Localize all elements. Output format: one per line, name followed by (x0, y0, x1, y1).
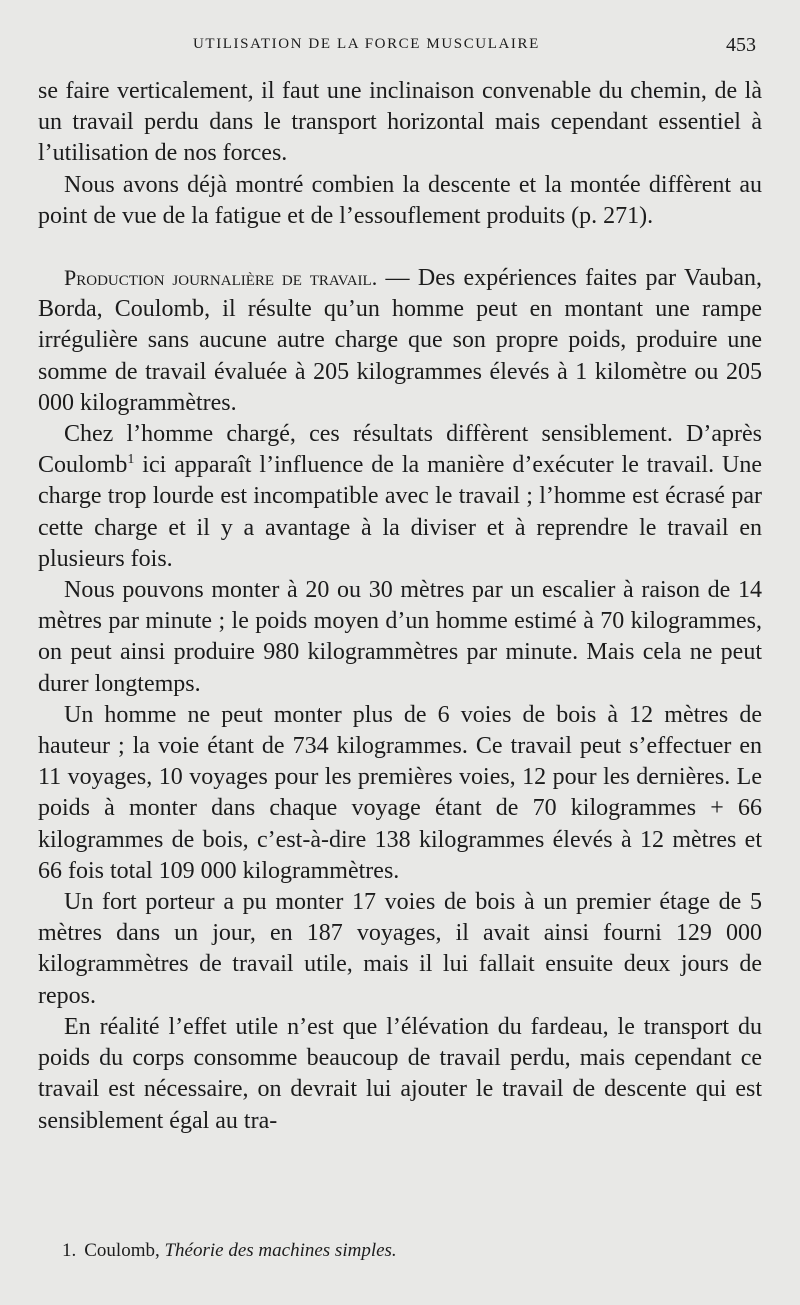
coulomb-text-part1: Chez l’homme chargé, ces résultats diffèrent sensiblement. D’après Coulomb (38, 421, 762, 479)
footnote-number: 1. (62, 1240, 77, 1261)
footnote-title: Théorie des machines simples. (164, 1240, 397, 1261)
page-body (38, 76, 762, 1137)
footnote (62, 1240, 397, 1262)
paragraph-fort-porteur: Un fort porteur a pu monter 17 voies de bois à un premier étage de 5 mètres dans un jour, en 187 voyages, il avait ainsi fourni 129 000 kilogrammètres de travail utile, mais il lui fallait ensuite deux jours de repos. (38, 889, 762, 1009)
paragraph-effet-utile: En réalité l’effet utile n’est que l’élévation du fardeau, le transport du poids du corps consomme beaucoup de travail perdu, mais cependant ce travail est nécessaire, on devrait lui ajouter le travail de descente qui est sensiblement égal au tra- (38, 1013, 762, 1134)
page-header (0, 32, 800, 62)
section-dash: — (377, 265, 418, 292)
section-heading: Production journalière de travail. (64, 265, 378, 291)
paragraph-voies-de-bois: Un homme ne peut monter plus de 6 voies de bois à 12 mètres de hauteur ; la voie étant de 734 kilogrammes. Ce travail peut s’effectuer en 11 voyages, 10 voyages pour les premières voies, 12 pour les dernières. Le poids à monter dans chaque voyage étant de 70 kilogrammes + 66 kilogrammes de bois, c’est-à-dire 138 kilogrammes élevés à 12 mètres et 66 fois total 109 000 kilogrammètres. (38, 701, 762, 884)
page-number: 453 (726, 34, 756, 56)
footnote-author: Coulomb, (84, 1240, 160, 1261)
paragraph-continuation: se faire verticalement, il faut une inclinaison convenable du chemin, de là un travail perdu dans le transport horizontal mais cependant essentiel à l’utilisation de nos forces. (38, 78, 762, 167)
running-title: UTILISATION DE LA FORCE MUSCULAIRE (193, 36, 540, 52)
paragraph-coulomb (38, 419, 762, 575)
footnote-reference: 1 (127, 452, 135, 468)
paragraph-descente: Nous avons déjà montré combien la descente et la montée diffèrent au point de vue de la fatigue et de l’essouflement produits (p. 271). (38, 171, 762, 229)
section-paragraph (38, 262, 762, 419)
coulomb-text-part2: ici apparaît l’influence de la manière d’exécuter le travail. Une charge trop lourde est incompatible avec le travail ; l’homme est écrasé par cette charge et il y a avantage à la diviser et à reprendre le travail en plusieurs fois. (38, 452, 762, 572)
section-first-paragraph: Des expériences faites par Vauban, Borda, Coulomb, il résulte qu’un homme peut en montant une rampe irrégulière sans aucune autre charge que son propre poids, produire une somme de travail évaluée à 205 kilogrammes élevés à 1 kilomètre ou 205 000 kilogrammètres. (38, 265, 762, 416)
paragraph-escalier: Nous pouvons monter à 20 ou 30 mètres par un escalier à raison de 14 mètres par minute ; le poids moyen d’un homme estimé à 70 kilogrammes, on peut ainsi produire 980 kilogrammètres par minute. Mais cela ne peut durer longtemps. (38, 577, 762, 697)
